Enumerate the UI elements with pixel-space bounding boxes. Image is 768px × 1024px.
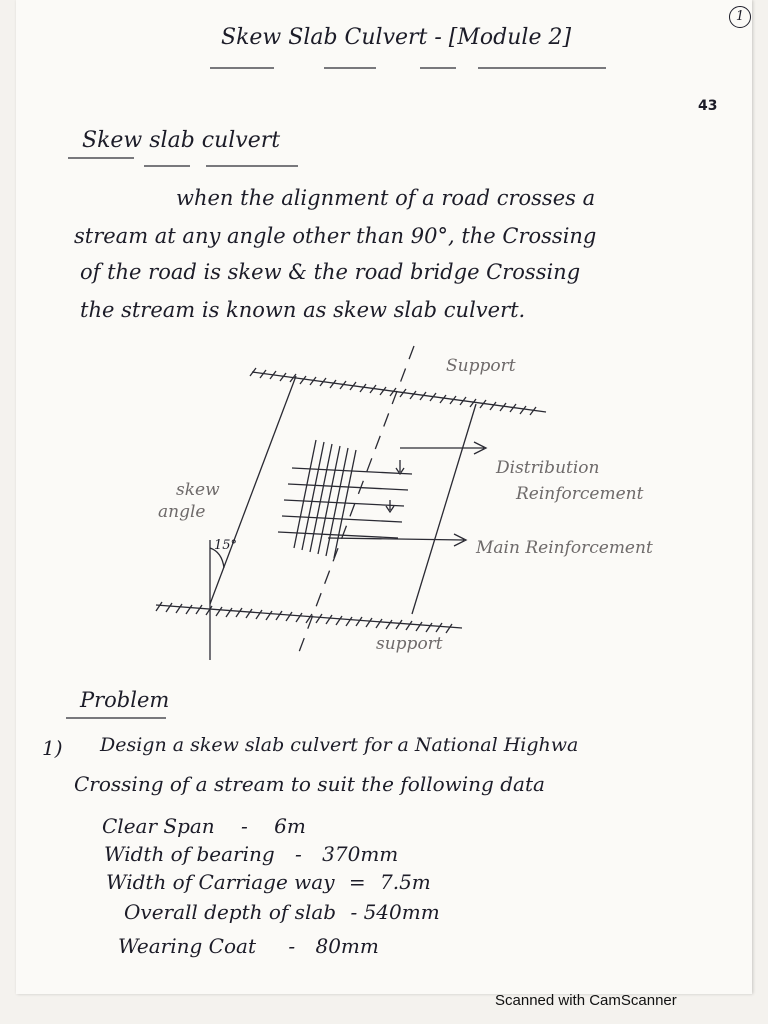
paragraph-line-3: of the road is skew & the road bridge Crossing bbox=[80, 260, 581, 284]
data-sep: - bbox=[295, 842, 302, 866]
data-value: 80mm bbox=[315, 934, 379, 958]
data-label: Width of bearing bbox=[104, 842, 275, 866]
main-reinforcement-label: Main Reinforcement bbox=[476, 538, 653, 558]
problem-statement-line-2: Crossing of a stream to suit the following data bbox=[74, 772, 545, 796]
problem-number: 1) bbox=[42, 736, 63, 760]
printed-page-number: 43 bbox=[698, 98, 718, 114]
scanned-page bbox=[16, 0, 752, 994]
data-row-clear-span bbox=[102, 814, 306, 838]
section-heading: Skew slab culvert bbox=[82, 128, 281, 153]
data-sep: = bbox=[348, 870, 366, 894]
distribution-label-1: Distribution bbox=[496, 458, 600, 478]
distribution-label-2: Reinforcement bbox=[516, 484, 644, 504]
support-top-label: Support bbox=[446, 356, 516, 376]
bottom-support-hatching bbox=[156, 602, 452, 633]
data-label: Clear Span bbox=[102, 814, 215, 838]
data-sep: - bbox=[241, 814, 248, 838]
circled-page-number: 1 bbox=[729, 6, 751, 28]
data-sep: - bbox=[288, 934, 296, 958]
angle-value: 15° bbox=[214, 538, 238, 553]
slab-left-edge bbox=[210, 376, 296, 604]
data-label: Wearing Coat bbox=[118, 934, 256, 958]
angle-label: angle bbox=[158, 502, 206, 522]
heading-underline bbox=[68, 158, 298, 166]
skew-label: skew bbox=[176, 480, 220, 500]
data-value: 370mm bbox=[322, 842, 399, 866]
data-row-depth bbox=[124, 900, 440, 924]
bar-tick-arrows bbox=[386, 460, 404, 512]
paragraph-line-4: the stream is known as skew slab culvert. bbox=[80, 298, 526, 322]
data-sep: - bbox=[350, 900, 358, 924]
data-row-wearing bbox=[118, 934, 379, 958]
scanner-watermark: Scanned with CamScanner bbox=[495, 992, 677, 1009]
data-label: Width of Carriage way bbox=[106, 870, 335, 894]
data-value: 6m bbox=[274, 814, 306, 838]
problem-statement-line-1: Design a skew slab culvert for a National Highwa bbox=[100, 734, 579, 756]
top-support-line bbox=[252, 372, 546, 412]
distribution-arrow bbox=[400, 442, 486, 454]
data-value: 7.5m bbox=[379, 870, 431, 894]
paragraph-line-2: stream at any angle other than 90°, the Crossing bbox=[74, 224, 597, 248]
slab-right-edge bbox=[412, 404, 476, 614]
problem-heading: Problem bbox=[80, 688, 170, 712]
data-value: 540mm bbox=[363, 900, 440, 924]
page-title: Skew Slab Culvert - [Module 2] bbox=[221, 25, 572, 50]
data-row-carriage bbox=[106, 870, 431, 894]
paragraph-line-1: when the alignment of a road crosses a bbox=[176, 186, 596, 210]
main-bars bbox=[294, 440, 356, 558]
support-bottom-label: support bbox=[376, 634, 443, 654]
data-label: Overall depth of slab bbox=[124, 900, 337, 924]
data-row-bearing bbox=[104, 842, 398, 866]
